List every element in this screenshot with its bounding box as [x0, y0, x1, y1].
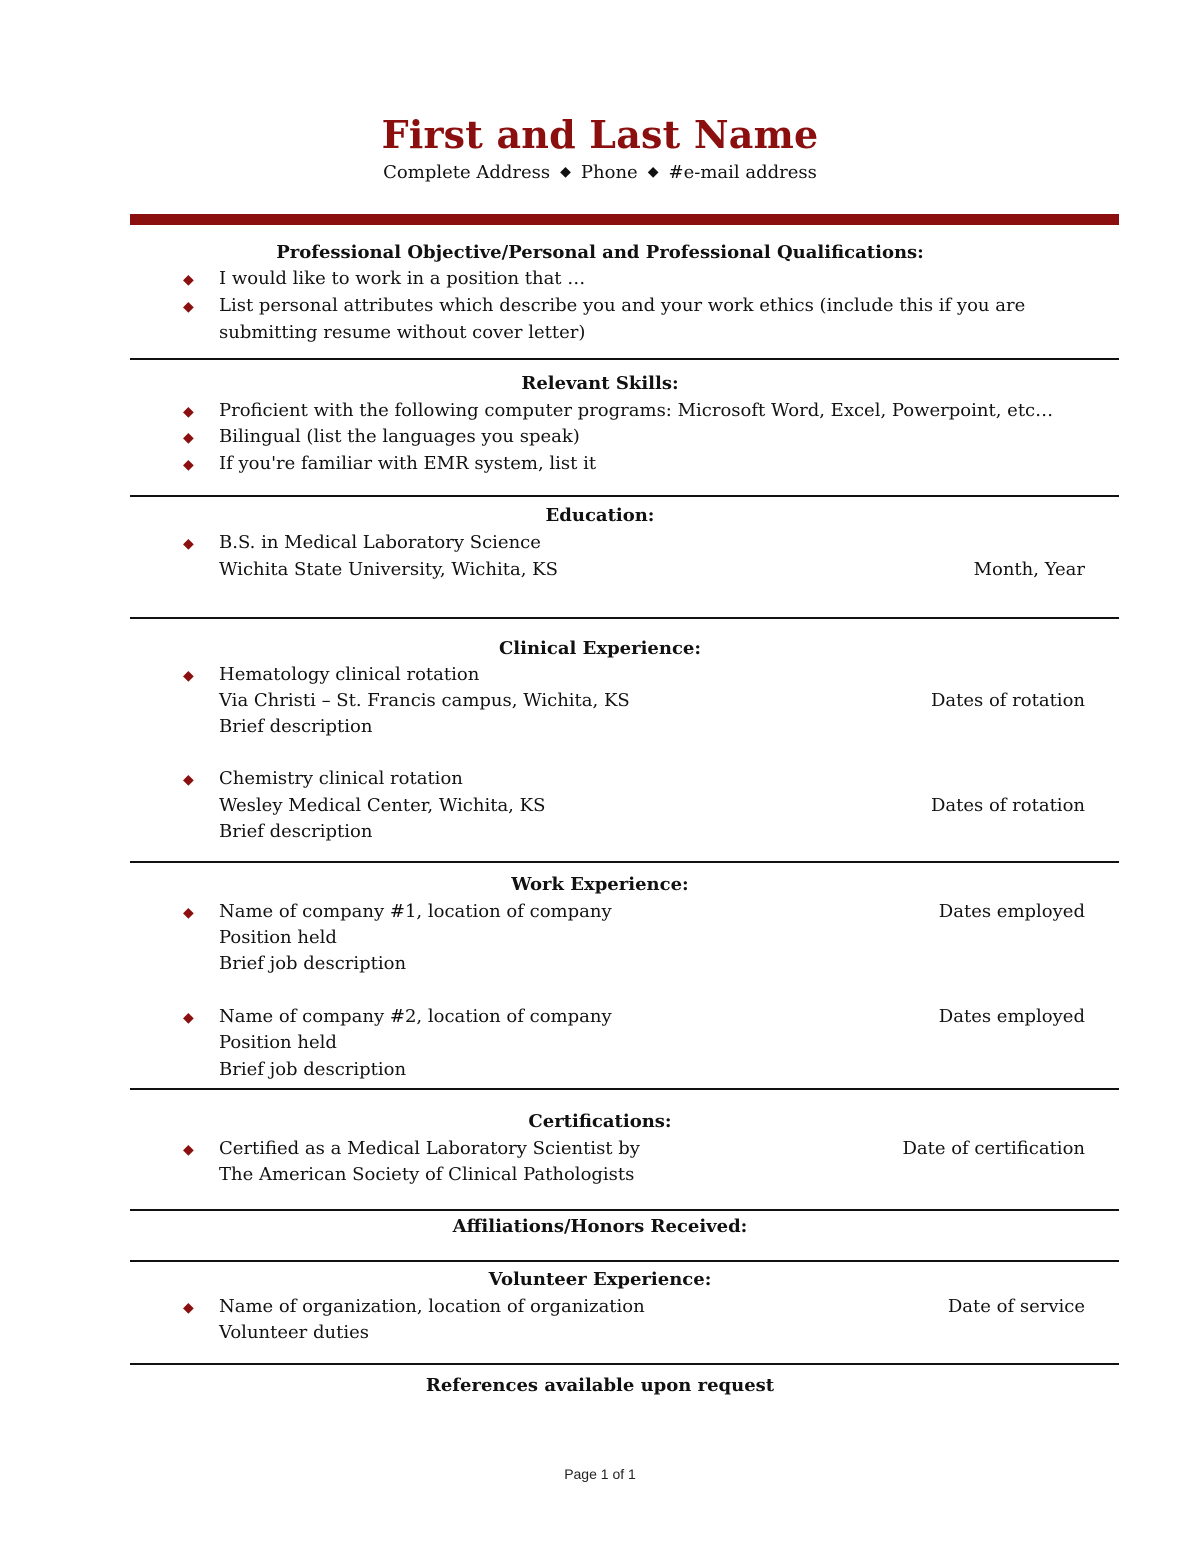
education-date: Month, Year [973, 559, 1085, 580]
volunteer-date: Date of service [947, 1296, 1085, 1317]
section-title-objective: Professional Objective/Personal and Professional Qualifications: [276, 242, 924, 263]
section-title-certifications: Certifications: [528, 1111, 672, 1132]
work-description: Brief job description [219, 953, 407, 974]
volunteer-duties: Volunteer duties [219, 1322, 369, 1343]
diamond-bullet-icon: ◆ [183, 905, 194, 921]
clinical-description: Brief description [219, 716, 373, 737]
diamond-bullet-icon: ◆ [183, 1142, 194, 1158]
section-title-clinical: Clinical Experience: [498, 638, 702, 659]
section-divider [130, 1260, 1119, 1262]
diamond-bullet-icon: ◆ [183, 1010, 194, 1026]
section-title-volunteer: Volunteer Experience: [488, 1269, 712, 1290]
education-school: Wichita State University, Wichita, KS [219, 559, 558, 580]
section-title-skills: Relevant Skills: [521, 373, 679, 394]
diamond-icon: ◆ [560, 164, 571, 180]
contact-email: #e-mail address [668, 162, 817, 183]
diamond-bullet-icon: ◆ [183, 457, 194, 473]
diamond-bullet-icon: ◆ [183, 536, 194, 552]
clinical-dates: Dates of rotation [930, 690, 1085, 711]
work-dates: Dates employed [938, 901, 1085, 922]
diamond-icon: ◆ [647, 164, 659, 180]
section-divider [130, 617, 1119, 619]
work-position: Position held [219, 1032, 337, 1053]
diamond-bullet-icon: ◆ [183, 668, 194, 684]
skill-item: If you're familiar with EMR system, list it [219, 453, 597, 474]
skill-item: Proficient with the following computer programs: Microsoft Word, Excel, Powerpoint, etc… [219, 400, 1054, 421]
work-dates: Dates employed [938, 1006, 1085, 1027]
certification-line2: The American Society of Clinical Pathologists [219, 1164, 635, 1185]
section-divider [130, 861, 1119, 863]
diamond-bullet-icon: ◆ [183, 430, 194, 446]
section-divider [130, 358, 1119, 360]
objective-item: List personal attributes which describe you and your work ethics (include this if you are submitting resume without cover letter) [219, 295, 1026, 343]
certification-line1: Certified as a Medical Laboratory Scientist by [219, 1138, 640, 1159]
objective-item: I would like to work in a position that … [219, 268, 586, 289]
section-title-affiliations: Affiliations/Honors Received: [452, 1216, 748, 1237]
diamond-bullet-icon: ◆ [183, 772, 194, 788]
section-title-education: Education: [545, 505, 655, 526]
volunteer-organization: Name of organization, location of organization [219, 1296, 645, 1317]
section-divider [130, 1209, 1119, 1211]
diamond-bullet-icon: ◆ [183, 272, 194, 288]
education-degree: B.S. in Medical Laboratory Science [219, 532, 541, 553]
contact-phone: Phone [580, 162, 638, 183]
section-divider [130, 495, 1119, 497]
diamond-bullet-icon: ◆ [183, 299, 194, 315]
diamond-bullet-icon: ◆ [183, 1300, 194, 1316]
references-note: References available upon request [425, 1375, 775, 1396]
clinical-description: Brief description [219, 821, 373, 842]
section-divider [130, 1088, 1119, 1090]
contact-address: Complete Address [383, 162, 551, 183]
clinical-site: Via Christi – St. Francis campus, Wichita, KS [219, 690, 630, 711]
section-divider [130, 1363, 1119, 1365]
skill-item: Bilingual (list the languages you speak) [219, 426, 580, 447]
clinical-dates: Dates of rotation [930, 795, 1085, 816]
contact-line [0, 162, 1200, 183]
work-description: Brief job description [219, 1059, 407, 1080]
page-number: Page 1 of 1 [564, 1466, 636, 1482]
work-company: Name of company #2, location of company [219, 1006, 612, 1027]
work-position: Position held [219, 927, 337, 948]
header-divider [130, 214, 1119, 225]
resume-name: First and Last Name [381, 112, 819, 157]
clinical-rotation: Chemistry clinical rotation [219, 768, 463, 789]
section-title-work: Work Experience: [511, 874, 689, 895]
clinical-site: Wesley Medical Center, Wichita, KS [219, 795, 546, 816]
work-company: Name of company #1, location of company [219, 901, 612, 922]
clinical-rotation: Hematology clinical rotation [219, 664, 480, 685]
diamond-bullet-icon: ◆ [183, 404, 194, 420]
certification-date: Date of certification [902, 1138, 1085, 1159]
